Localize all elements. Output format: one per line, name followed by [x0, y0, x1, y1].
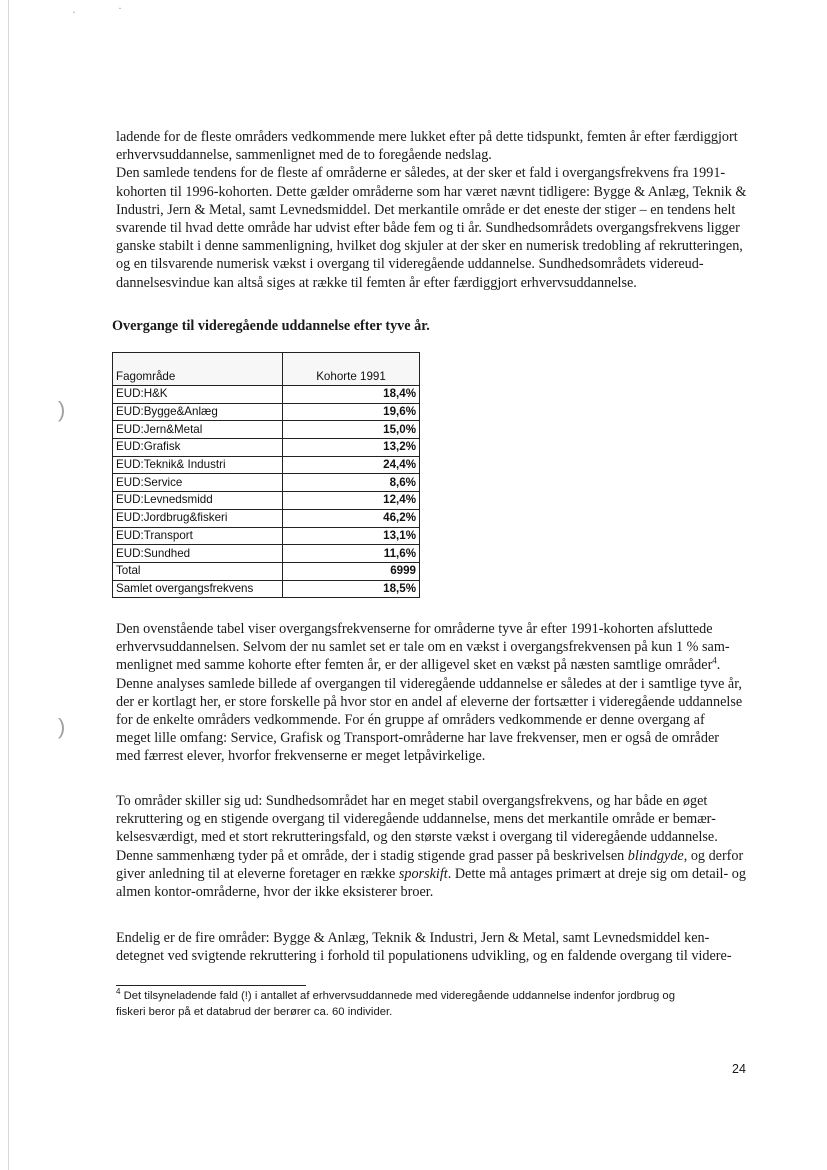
text-line: rekruttering og en stigende overgang til videregående uddannelse, mens det merkantile område er bemær-	[116, 811, 716, 828]
row-value: 6999	[283, 562, 420, 580]
text-line: almen kontor-områderne, hvor der ikke eksisterer broer.	[116, 884, 434, 901]
row-value: 15,0%	[283, 421, 420, 439]
text-line-with-footnote	[116, 656, 756, 674]
row-label: EUD:Bygge&Anlæg	[113, 403, 283, 421]
text-line-with-term	[116, 847, 756, 865]
scan-speck: ·	[72, 5, 76, 19]
text-line: Den samlede tendens for de fleste af områderne er således, at der sker et fald i overgangsfrekvens fra 1991-	[116, 165, 726, 182]
footnote	[116, 988, 736, 1020]
footnote-separator	[116, 985, 306, 986]
table-row	[113, 509, 420, 527]
table-row	[113, 527, 420, 545]
text-line: der er kortlagt her, er store forskelle på hvor stor en andel af eleverne der fortsætter i videregående uddannelse	[116, 693, 743, 710]
text-line: Denne analyses samlede billede af overgangen til videregående uddannelse er således at der i samtlige tyve år,	[116, 675, 742, 692]
table-row	[113, 439, 420, 457]
table-discussion-paragraph	[116, 620, 756, 766]
text-line: ladende for de fleste områders vedkommende mere lukket efter på dette tidspunkt, femten år efter færdiggjort	[116, 129, 738, 145]
row-value: 46,2%	[283, 509, 420, 527]
text-line: giver anledning til at eleverne foretager en række	[116, 865, 399, 882]
table-row-overall-frequency	[113, 580, 420, 598]
row-value: 18,4%	[283, 386, 420, 404]
text-line: ganske stabilt i denne sammenligning, hvilket dog skjuler at der sker en numerisk tredobling af rekrutteringen,	[116, 238, 743, 255]
footnote-marker: 4	[116, 987, 121, 997]
header-subject-area: Fagområde	[113, 353, 283, 386]
punch-hole-mark: )	[58, 397, 66, 422]
row-label: EUD:Jern&Metal	[113, 421, 283, 439]
text-line: for de enkelte områders vedkommende. For én gruppe af områders vedkommende er denne overgang af	[116, 712, 705, 729]
table-row	[113, 421, 420, 439]
table-header-row	[113, 353, 420, 386]
transition-table	[112, 352, 420, 598]
table-row	[113, 403, 420, 421]
footnote-line: fiskeri beror på et databrud der berører ca. 60 individer.	[116, 1006, 393, 1018]
table-title: Overgange til videregående uddannelse efter tyve år.	[112, 318, 430, 334]
two-areas-paragraph	[116, 792, 756, 901]
row-label: EUD:Grafisk	[113, 439, 283, 457]
row-value: 13,2%	[283, 439, 420, 457]
row-label: EUD:Transport	[113, 527, 283, 545]
table-row	[113, 545, 420, 563]
punch-hole-mark: )	[58, 714, 66, 739]
footnote-line	[116, 988, 736, 1004]
row-label: EUD:Levnedsmidd	[113, 492, 283, 510]
text-line: Endelig er de fire områder: Bygge & Anlæg, Teknik & Industri, Jern & Metal, samt Levnedsmiddel ken-	[116, 930, 710, 946]
text-line: meget lille omfang: Service, Grafisk og Transport-områderne har lave frekvenser, men er også de områder	[116, 730, 719, 747]
term-sporskift: sporskift	[398, 865, 448, 882]
row-value: 13,1%	[283, 527, 420, 545]
row-value: 19,6%	[283, 403, 420, 421]
table-row	[113, 456, 420, 474]
text-line: detegnet ved svigtende rekruttering i forhold til populationens udvikling, og en faldende overgang til videre-	[116, 948, 732, 965]
text-line: Denne sammenhæng tyder på et område, der i stadig stigende grad passer på beskrivelsen	[116, 847, 628, 864]
table-row-total	[113, 562, 420, 580]
row-value: 24,4%	[283, 456, 420, 474]
text-line: dannelsesvindue kan altså siges at række til femten år efter færdiggjort erhvervsuddannelse.	[116, 274, 637, 291]
table-row	[113, 492, 420, 510]
final-areas-paragraph	[116, 929, 756, 965]
header-cohort: Kohorte 1991	[283, 353, 420, 386]
row-label: Total	[113, 562, 283, 580]
row-label: EUD:Jordbrug&fiskeri	[113, 509, 283, 527]
row-label: EUD:Sundhed	[113, 545, 283, 563]
text-line: erhvervsuddannelse, sammenlignet med de to foregående nedslag.	[116, 147, 492, 164]
text-fragment: . Dette må antages primært at dreje sig om detail- og	[447, 865, 746, 882]
term-blindgyde: blindgyde	[627, 847, 684, 864]
text-line: kohorten til 1996-kohorten. Dette gælder områderne som har været nævnt tidligere: Bygge & Anlæg, Teknik &	[116, 183, 747, 200]
text-line: menlignet med samme kohorte efter femten år, er der alligevel sket en vækst på næsten samtlige områder	[116, 657, 713, 674]
table-row	[113, 386, 420, 404]
text-line: erhvervsuddannelsen. Selvom der nu samlet set er tale om en vækst i overgangsfrekvensen på kun 1 % sam-	[116, 639, 730, 656]
text-line: Industri, Jern & Metal, samt Levnedsmiddel. Det merkantile område er det eneste der stiger – en tendens helt	[116, 201, 736, 218]
row-value: 11,6%	[283, 545, 420, 563]
text-line: To områder skiller sig ud: Sundhedsområdet har en meget stabil overgangsfrekvens, og har både en øget	[116, 793, 708, 809]
text-line: kelsesværdigt, med et stort rekrutteringsfald, og den største vækst i overgang til videregående uddannelse.	[116, 829, 718, 846]
page-edge	[8, 0, 9, 1170]
row-value: 8,6%	[283, 474, 420, 492]
footnote-text: Det tilsyneladende fald (!) i antallet af erhvervsuddannede med videregående uddannelse indenfor jordbrug og	[120, 990, 675, 1002]
text-fragment: , og derfor	[683, 847, 744, 864]
table-row	[113, 474, 420, 492]
intro-paragraph	[116, 128, 756, 292]
text-line: og en tilsvarende numerisk vækst i overgang til videregående uddannelse. Sundhedsområdets videreud-	[116, 256, 704, 273]
punctuation: .	[716, 657, 721, 674]
row-label: EUD:Teknik& Industri	[113, 456, 283, 474]
scan-speck: ·	[118, 1, 122, 15]
text-line: Den ovenstående tabel viser overgangsfrekvenserne for områderne tyve år efter 1991-kohorten afsluttede	[116, 621, 713, 637]
text-line-with-term	[116, 865, 756, 883]
row-value: 12,4%	[283, 492, 420, 510]
footnote-reference[interactable]: 4	[712, 655, 717, 666]
row-label: EUD:Service	[113, 474, 283, 492]
row-label: Samlet overgangsfrekvens	[113, 580, 283, 598]
page-number: 24	[732, 1062, 746, 1076]
text-line: svarende til hvad dette område har udvist efter både fem og ti år. Sundhedsområdets overgangsfrekvens ligger	[116, 220, 740, 237]
row-value: 18,5%	[283, 580, 420, 598]
text-line: med færrest elever, hvorfor frekvenserne er meget letpåvirkelige.	[116, 748, 486, 765]
row-label: EUD:H&K	[113, 386, 283, 404]
